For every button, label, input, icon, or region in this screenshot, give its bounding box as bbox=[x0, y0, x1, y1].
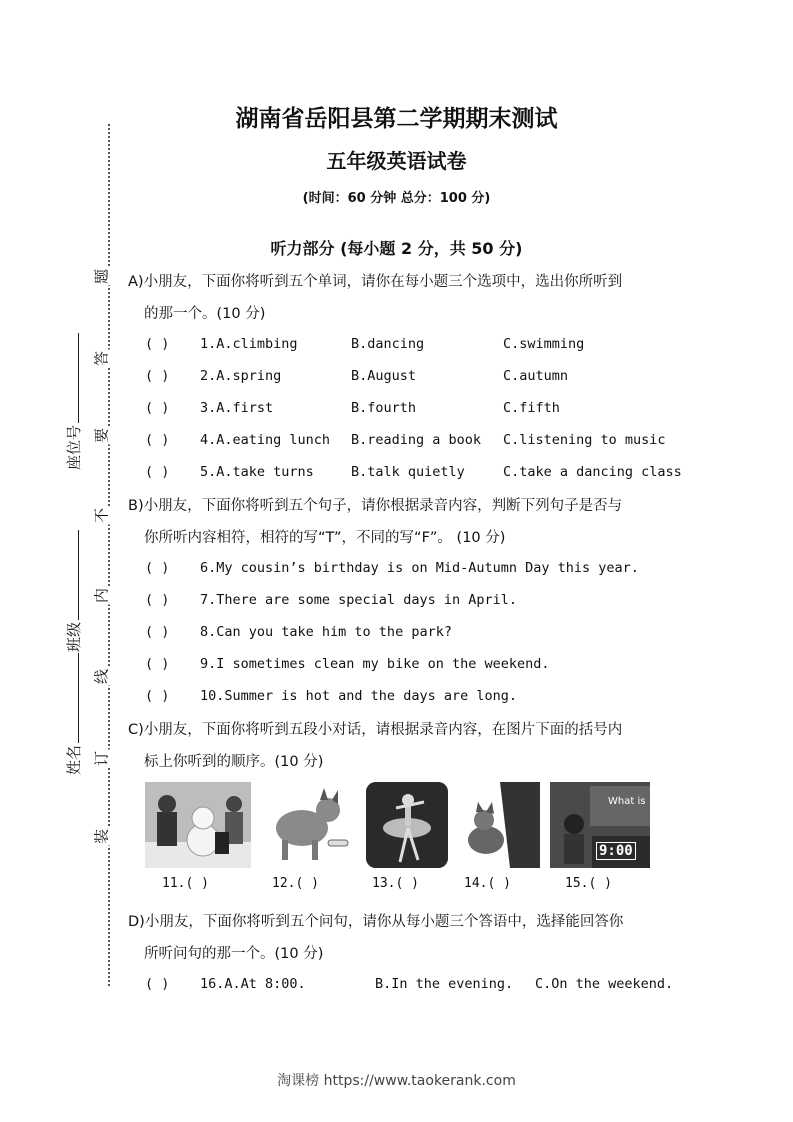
answer-paren[interactable]: ( ) bbox=[145, 592, 170, 608]
statement: 7.There are some special days in April. bbox=[200, 592, 517, 608]
statement: 10.Summer is hot and the days are long. bbox=[200, 688, 517, 704]
cat-picture bbox=[460, 782, 540, 868]
part-d-instruction-line2: 所听问句的那一个。(10 分) bbox=[144, 946, 324, 962]
option-b: B.August bbox=[351, 368, 417, 384]
clock-display: 9:00 bbox=[596, 842, 636, 860]
classroom-clock-picture bbox=[550, 782, 650, 868]
option-b: B.fourth bbox=[351, 400, 417, 416]
option-b: B.talk quietly bbox=[351, 464, 465, 480]
class-field[interactable] bbox=[63, 530, 84, 652]
option-b: B.In the evening. bbox=[375, 976, 514, 992]
listening-section-title: 听力部分 (每小题 2 分，共 50 分) bbox=[270, 239, 523, 258]
class-blank[interactable] bbox=[78, 530, 79, 620]
part-c-instruction-line1: C)小朋友，下面你将听到五段小对话，请根据录音内容，在图片下面的括号内 bbox=[128, 722, 623, 738]
exam-subtitle: 五年级英语试卷 bbox=[326, 149, 467, 173]
option-a: 16.A.At 8:00. bbox=[200, 976, 306, 992]
option-b: B.reading a book bbox=[351, 432, 482, 448]
option-c: C.listening to music bbox=[503, 432, 666, 448]
part-c-instruction bbox=[128, 714, 688, 778]
statement: 9.I sometimes clean my bike on the weekend. bbox=[200, 656, 550, 672]
statement: 8.Can you take him to the park? bbox=[200, 624, 452, 640]
picture-label[interactable]: 11.( ) bbox=[162, 876, 209, 891]
binding-char: 答 bbox=[92, 351, 111, 367]
picture-overlay-text: What is bbox=[608, 796, 646, 807]
part-b-instruction bbox=[128, 490, 688, 554]
class-label: 班级 bbox=[65, 621, 83, 652]
seat-number-label: 座位号 bbox=[65, 424, 83, 470]
answer-paren[interactable]: ( ) bbox=[145, 560, 170, 576]
answer-paren[interactable]: ( ) bbox=[145, 688, 170, 704]
part-b-instruction-line1: B)小朋友，下面你将听到五个句子，请你根据录音内容，判断下列句子是否与 bbox=[128, 498, 623, 514]
name-label: 姓名 bbox=[65, 744, 83, 775]
answer-paren[interactable]: ( ) bbox=[145, 976, 170, 992]
part-a-instruction-line1: A)小朋友，下面你将听到五个单词，请你在每小题三个选项中，选出你所听到 bbox=[128, 274, 623, 290]
binding-char: 不 bbox=[92, 508, 111, 524]
name-field[interactable] bbox=[63, 653, 84, 775]
option-a: 3.A.first bbox=[200, 400, 274, 416]
option-a: 2.A.spring bbox=[200, 368, 282, 384]
binding-char: 内 bbox=[92, 588, 111, 604]
name-blank[interactable] bbox=[78, 653, 79, 743]
option-c: C.autumn bbox=[503, 368, 569, 384]
answer-paren[interactable]: ( ) bbox=[145, 336, 170, 352]
binding-char: 题 bbox=[92, 269, 111, 285]
picture-label[interactable]: 12.( ) bbox=[272, 876, 319, 891]
answer-paren[interactable]: ( ) bbox=[145, 400, 170, 416]
answer-paren[interactable]: ( ) bbox=[145, 656, 170, 672]
option-c: C.fifth bbox=[503, 400, 560, 416]
part-a-instruction bbox=[128, 266, 688, 330]
option-b: B.dancing bbox=[351, 336, 425, 352]
picture-label[interactable]: 13.( ) bbox=[372, 876, 419, 891]
exam-time-info: (时间：60 分钟 总分：100 分) bbox=[302, 191, 491, 206]
part-c-instruction-line2: 标上你听到的顺序。(10 分) bbox=[144, 754, 324, 770]
option-c: C.On the weekend. bbox=[535, 976, 674, 992]
picture-label[interactable]: 15.( ) bbox=[565, 876, 612, 891]
seat-number-blank[interactable] bbox=[78, 333, 79, 423]
dog-picture bbox=[262, 782, 354, 868]
snowman-picture bbox=[145, 782, 251, 868]
answer-paren[interactable]: ( ) bbox=[145, 432, 170, 448]
option-a: 1.A.climbing bbox=[200, 336, 298, 352]
binding-char: 要 bbox=[92, 428, 111, 444]
part-d-instruction-line1: D)小朋友，下面你将听到五个问句，请你从每小题三个答语中，选择能回答你 bbox=[128, 914, 624, 930]
page-footer: 淘课榜 https://www.taokerank.com bbox=[277, 1073, 516, 1089]
exam-title: 湖南省岳阳县第二学期期末测试 bbox=[235, 106, 558, 132]
option-a: 4.A.eating lunch bbox=[200, 432, 331, 448]
option-a: 5.A.take turns bbox=[200, 464, 314, 480]
answer-paren[interactable]: ( ) bbox=[145, 368, 170, 384]
part-a-instruction-line2: 的那一个。(10 分) bbox=[144, 306, 266, 322]
binding-char: 线 bbox=[92, 669, 111, 685]
picture-label[interactable]: 14.( ) bbox=[464, 876, 511, 891]
answer-paren[interactable]: ( ) bbox=[145, 624, 170, 640]
binding-char: 订 bbox=[92, 751, 111, 767]
part-d-instruction bbox=[128, 906, 688, 970]
part-b-instruction-line2: 你所听内容相符，相符的写“T”，不同的写“F”。 (10 分) bbox=[144, 530, 506, 546]
option-c: C.swimming bbox=[503, 336, 585, 352]
answer-paren[interactable]: ( ) bbox=[145, 464, 170, 480]
binding-char: 装 bbox=[92, 829, 111, 845]
option-c: C.take a dancing class bbox=[503, 464, 682, 480]
statement: 6.My cousin’s birthday is on Mid-Autumn Day this year. bbox=[200, 560, 639, 576]
ballet-picture bbox=[366, 782, 448, 868]
seat-number-field[interactable] bbox=[63, 333, 84, 470]
